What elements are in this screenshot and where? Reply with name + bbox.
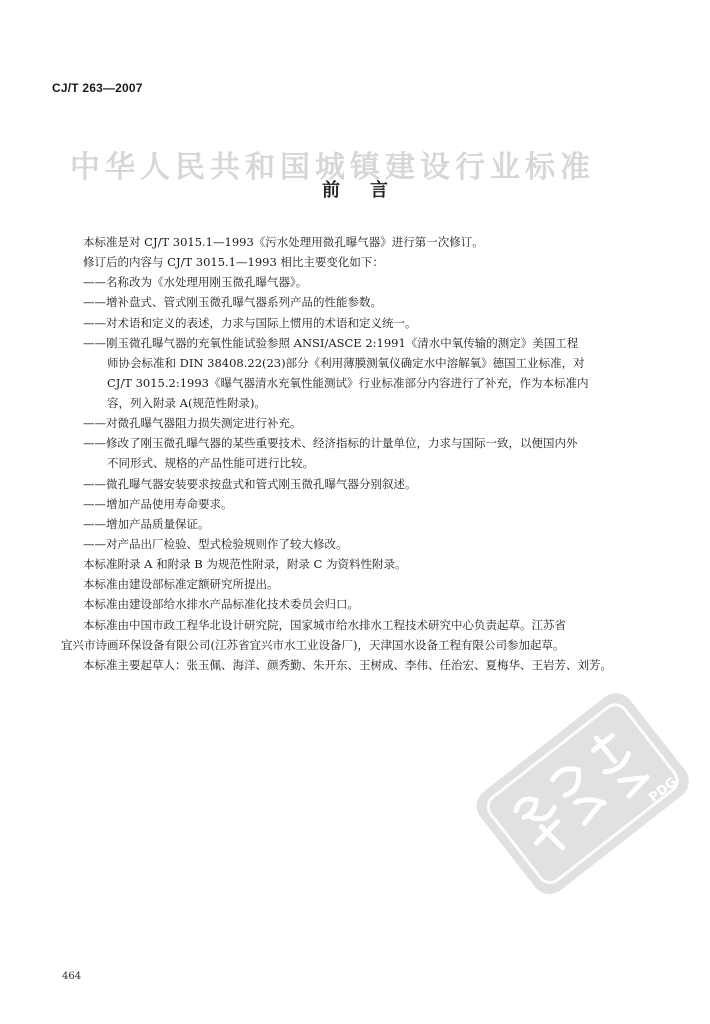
stamp-label: PDG (646, 774, 681, 806)
list-item-continuation: 师协会标准和 DIN 38408.22(23)部分《利用薄膜测氧仪确定水中溶解氧》德国工业标准，对 (107, 356, 585, 370)
list-item: ——增补盘式、管式刚玉微孔曝气器系列产品的性能参数。 (83, 295, 382, 309)
library-seal-watermark (468, 686, 698, 901)
list-item: ——对微孔曝气器阻力损失测定进行补充。 (83, 416, 302, 430)
list-item: ——对产品出厂检验、型式检验规则作了较大修改。 (83, 537, 348, 551)
list-item: ——修改了刚玉微孔曝气器的某些重要技术、经济指标的计量单位，力求与国际一致，以便国内外 (83, 436, 578, 450)
list-item-continuation: 不同形式、规格的产品性能可进行比较。 (107, 456, 314, 470)
list-item: ——名称改为《水处理用刚玉微孔曝气器》。 (83, 275, 308, 289)
list-item: ——对术语和定义的表述，力求与国际上惯用的术语和定义统一。 (83, 316, 417, 330)
standard-code: CJ/T 263—2007 (52, 81, 143, 95)
list-item: ——增加产品使用寿命要求。 (83, 497, 233, 511)
list-item: ——微孔曝气器安装要求按盘式和管式刚玉微孔曝气器分别叙述。 (83, 477, 417, 491)
paragraph-line: 本标准由中国市政工程华北设计研究院，国家城市给水排水工程技术研究中心负责起草。江苏省 (83, 618, 566, 632)
page-number: 464 (62, 971, 82, 982)
paragraph-line: 本标准由建设部标准定额研究所提出。 (83, 577, 279, 591)
list-item: ——增加产品质量保证。 (83, 517, 210, 531)
page-heading: 前言 (322, 180, 418, 201)
paragraph-line: 本标准主要起草人：张玉佩、海洋、颜秀勤、朱开东、王树成、李伟、任治宏、夏梅华、王岩芳、刘芳。 (83, 658, 612, 672)
paragraph-line: 修订后的内容与 CJ/T 3015.1—1993 相比主要变化如下： (83, 255, 384, 269)
paragraph-line: 本标准由建设部给水排水产品标准化技术委员会归口。 (83, 597, 359, 611)
paragraph-line: 本标准是对 CJ/T 3015.1—1993《污水处理用微孔曝气器》进行第一次修订。 (83, 235, 484, 249)
paragraph-line: 宜兴市诗画环保设备有限公司(江苏省宜兴市水工业设备厂)，天津国水设备工程有限公司参加起草。 (61, 638, 565, 652)
list-item-continuation: 容，列入附录 A(规范性附录)。 (107, 396, 266, 410)
paragraph-line: 本标准附录 A 和附录 B 为规范性附录，附录 C 为资料性附录。 (83, 557, 407, 571)
bleed-through-title: 中华人民共和国城镇建设行业标准 (70, 150, 595, 185)
list-item-continuation: CJ/T 3015.2:1993《曝气器清水充氧性能测试》行业标准部分内容进行了补充，作为本标准内 (107, 376, 589, 390)
list-item: ——刚玉微孔曝气器的充氧性能试验参照 ANSI/ASCE 2:1991《清水中氧传输的测定》美国工程 (83, 336, 579, 350)
